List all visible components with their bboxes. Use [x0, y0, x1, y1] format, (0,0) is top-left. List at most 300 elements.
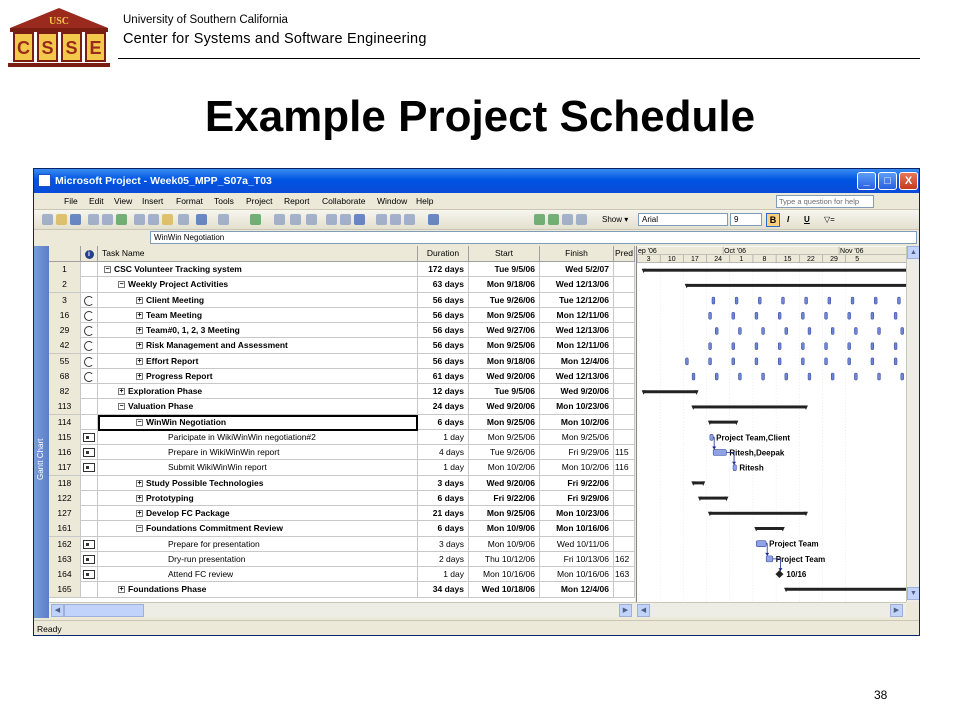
- assign-resources-icon[interactable]: [354, 214, 365, 225]
- task-id[interactable]: 29: [49, 323, 81, 338]
- task-finish[interactable]: Fri 10/13/06: [540, 552, 614, 567]
- expand-toggle[interactable]: +: [137, 342, 142, 350]
- task-id[interactable]: 55: [49, 354, 81, 369]
- task-duration[interactable]: 56 days: [418, 338, 469, 353]
- task-id[interactable]: 113: [49, 399, 81, 414]
- task-name-cell[interactable]: [98, 262, 418, 277]
- task-predecessors[interactable]: 115: [614, 445, 635, 460]
- task-predecessors[interactable]: [614, 415, 635, 430]
- unlink-tasks-icon[interactable]: [290, 214, 301, 225]
- task-duration[interactable]: 12 days: [418, 384, 469, 399]
- task-duration[interactable]: 24 days: [418, 399, 469, 414]
- task-finish[interactable]: Tue 12/12/06: [540, 293, 614, 308]
- entry-field[interactable]: WinWin Negotiation: [150, 231, 917, 244]
- table-scroll-thumb[interactable]: [64, 604, 144, 617]
- recurring-occurrence: [692, 373, 695, 380]
- cut-icon[interactable]: [134, 214, 145, 225]
- task-row[interactable]: [49, 537, 635, 552]
- task-predecessors[interactable]: [614, 338, 635, 353]
- task-start[interactable]: Mon 9/25/06: [469, 308, 540, 323]
- table-scroll-left-button[interactable]: ◀: [51, 604, 64, 617]
- indent-icon[interactable]: [548, 214, 559, 225]
- horizontal-scrollbar[interactable]: [49, 602, 906, 617]
- collapse-toggle[interactable]: −: [105, 266, 110, 273]
- task-start[interactable]: Tue 9/5/06: [469, 384, 540, 399]
- task-id[interactable]: 114: [49, 415, 81, 430]
- expand-toggle[interactable]: +: [119, 388, 124, 395]
- task-predecessors[interactable]: [614, 582, 635, 597]
- task-id[interactable]: 3: [49, 293, 81, 308]
- italic-button[interactable]: I: [787, 215, 790, 224]
- task-id[interactable]: 162: [49, 537, 81, 552]
- spelling-icon[interactable]: [116, 214, 127, 225]
- info-icon: i: [85, 250, 94, 259]
- collapse-toggle[interactable]: −: [119, 281, 124, 289]
- task-finish[interactable]: Mon 10/23/06: [540, 506, 614, 521]
- task-name-cell[interactable]: [98, 399, 418, 414]
- task-predecessors[interactable]: 116: [614, 460, 635, 475]
- task-table: [49, 246, 635, 602]
- timescale-major-band: [637, 247, 906, 255]
- task-name: Risk Management and Assessment: [146, 340, 288, 351]
- task-name-cell[interactable]: [98, 460, 418, 475]
- task-name-cell[interactable]: [98, 323, 418, 338]
- redo-icon[interactable]: [218, 214, 229, 225]
- task-duration[interactable]: 6 days: [418, 521, 469, 536]
- recurring-occurrence: [778, 358, 781, 365]
- task-id[interactable]: 116: [49, 445, 81, 460]
- task-row[interactable]: [49, 506, 635, 521]
- task-finish[interactable]: Mon 10/23/06: [540, 399, 614, 414]
- summary-bar: [756, 527, 783, 530]
- task-finish[interactable]: Fri 9/29/06: [540, 491, 614, 506]
- task-finish[interactable]: Mon 12/11/06: [540, 308, 614, 323]
- show-subtasks-icon[interactable]: [562, 214, 573, 225]
- split-task-icon[interactable]: [306, 214, 317, 225]
- resource-label: Ritesh,Deepak: [729, 448, 785, 458]
- task-predecessors[interactable]: [614, 308, 635, 323]
- usc-csse-logo: [6, 6, 112, 70]
- expand-toggle[interactable]: +: [137, 510, 142, 517]
- expand-toggle[interactable]: +: [137, 479, 142, 487]
- zoom-out-icon[interactable]: [390, 214, 401, 225]
- menu-file[interactable]: File: [64, 196, 78, 206]
- recurring-occurrence: [778, 343, 781, 350]
- menu-insert[interactable]: Insert: [142, 196, 164, 206]
- task-id[interactable]: 122: [49, 491, 81, 506]
- task-duration[interactable]: 1 day: [418, 567, 469, 582]
- print-preview-icon[interactable]: [102, 214, 113, 225]
- task-id[interactable]: 68: [49, 369, 81, 384]
- recurring-occurrence: [738, 327, 741, 334]
- task-row[interactable]: [49, 277, 635, 292]
- task-info-icon[interactable]: [326, 214, 337, 225]
- app-icon[interactable]: [38, 174, 51, 187]
- recurring-occurrence: [898, 297, 901, 304]
- task-duration[interactable]: 56 days: [418, 354, 469, 369]
- task-id[interactable]: 1: [49, 262, 81, 277]
- outdent-icon[interactable]: [534, 214, 545, 225]
- menu-collaborate[interactable]: Collaborate: [322, 196, 366, 206]
- task-name-cell[interactable]: [98, 521, 418, 536]
- task-name: Progress Report: [146, 370, 213, 381]
- font-select[interactable]: Arial: [638, 213, 728, 226]
- task-name: CSC Volunteer Tracking system: [114, 264, 242, 274]
- task-note-icon[interactable]: [83, 463, 95, 472]
- task-note-icon[interactable]: [83, 570, 95, 579]
- header-finish[interactable]: Finish: [540, 246, 614, 262]
- collapse-toggle[interactable]: −: [119, 403, 124, 411]
- task-name: Dry-run presentation: [168, 553, 246, 564]
- task-note-icon[interactable]: [83, 433, 95, 442]
- task-duration[interactable]: 172 days: [418, 262, 469, 277]
- task-start[interactable]: Wed 9/20/06: [469, 399, 540, 414]
- task-predecessors[interactable]: [614, 537, 635, 552]
- format-painter-icon[interactable]: [178, 214, 189, 225]
- task-predecessors[interactable]: [614, 262, 635, 277]
- task-bar: [733, 465, 736, 471]
- collapse-toggle[interactable]: −: [137, 525, 142, 533]
- task-predecessors[interactable]: [614, 293, 635, 308]
- task-start[interactable]: Wed 9/20/06: [469, 476, 540, 491]
- header-predecessors[interactable]: Pred: [614, 246, 635, 262]
- task-note-icon[interactable]: [83, 448, 95, 457]
- task-note-icon[interactable]: [83, 540, 95, 549]
- task-predecessors[interactable]: [614, 323, 635, 338]
- new-icon[interactable]: [42, 214, 53, 225]
- table-scroll-right-button[interactable]: ▶: [619, 604, 632, 617]
- menu-window[interactable]: Window: [377, 196, 408, 206]
- recurring-occurrence: [785, 327, 788, 334]
- header-start[interactable]: Start: [469, 246, 540, 262]
- task-start[interactable]: Mon 9/25/06: [469, 430, 540, 445]
- task-indicator: [81, 338, 98, 353]
- task-name: Paricipate in WikiWinWin negotiation#2: [168, 431, 316, 442]
- task-row[interactable]: [49, 582, 635, 597]
- task-duration[interactable]: 34 days: [418, 582, 469, 597]
- hyperlink-icon[interactable]: [250, 214, 261, 225]
- task-name-cell[interactable]: [98, 308, 418, 323]
- task-name-cell[interactable]: [98, 354, 418, 369]
- task-finish[interactable]: Mon 9/25/06: [540, 430, 614, 445]
- task-name-cell[interactable]: [98, 430, 418, 445]
- selected-cell[interactable]: [98, 415, 418, 431]
- task-name-cell[interactable]: [98, 277, 418, 292]
- zoom-in-icon[interactable]: [376, 214, 387, 225]
- summary-bar: [710, 512, 806, 515]
- task-row[interactable]: [49, 445, 635, 460]
- task-name: Develop FC Package: [146, 508, 230, 518]
- link-tasks-icon[interactable]: [274, 214, 285, 225]
- task-row[interactable]: [49, 430, 635, 445]
- collapse-toggle[interactable]: −: [137, 418, 142, 426]
- scroll-down-button[interactable]: ▼: [907, 587, 920, 600]
- week-label: 15: [783, 256, 792, 264]
- show-dropdown[interactable]: Show ▾: [602, 215, 629, 224]
- task-row[interactable]: [49, 369, 635, 384]
- task-id[interactable]: 161: [49, 521, 81, 536]
- chart-scroll-left-button[interactable]: ◀: [637, 604, 650, 617]
- menu-report[interactable]: Report: [284, 196, 310, 206]
- task-row[interactable]: [49, 354, 635, 369]
- header-id[interactable]: [49, 246, 81, 262]
- task-row[interactable]: [49, 521, 635, 536]
- save-icon[interactable]: [70, 214, 81, 225]
- task-predecessors[interactable]: [614, 521, 635, 536]
- task-row[interactable]: [49, 491, 635, 506]
- task-predecessors[interactable]: [614, 399, 635, 414]
- task-id[interactable]: 165: [49, 582, 81, 597]
- minimize-button[interactable]: _: [857, 172, 876, 190]
- menu-view[interactable]: View: [114, 196, 133, 206]
- task-finish[interactable]: Mon 12/11/06: [540, 338, 614, 353]
- chart-scroll-right-button[interactable]: ▶: [890, 604, 903, 617]
- task-notes-icon[interactable]: [340, 214, 351, 225]
- menu-edit[interactable]: Edit: [89, 196, 104, 206]
- task-name-cell[interactable]: [98, 582, 418, 597]
- task-row[interactable]: [49, 399, 635, 414]
- task-predecessors[interactable]: [614, 354, 635, 369]
- task-duration[interactable]: 3 days: [418, 476, 469, 491]
- task-duration[interactable]: 21 days: [418, 506, 469, 521]
- task-duration[interactable]: 56 days: [418, 308, 469, 323]
- task-row[interactable]: [49, 567, 635, 582]
- task-name-cell[interactable]: [98, 567, 418, 582]
- task-indicator: [81, 552, 98, 567]
- task-predecessors[interactable]: [614, 506, 635, 521]
- task-finish[interactable]: Mon 10/16/06: [540, 521, 614, 536]
- bold-button[interactable]: B: [766, 213, 780, 227]
- recurring-occurrence: [712, 297, 715, 304]
- summary-bar: [644, 390, 697, 393]
- task-start[interactable]: Wed 9/27/06: [469, 323, 540, 338]
- task-id[interactable]: 2: [49, 277, 81, 292]
- close-button[interactable]: X: [899, 172, 918, 190]
- task-name-cell[interactable]: [98, 552, 418, 567]
- task-row[interactable]: [49, 262, 635, 277]
- task-id[interactable]: 42: [49, 338, 81, 353]
- expand-toggle[interactable]: +: [137, 372, 142, 380]
- week-label: 24: [714, 256, 723, 264]
- task-duration[interactable]: 6 days: [418, 491, 469, 506]
- task-id[interactable]: 118: [49, 476, 81, 491]
- recurring-occurrence: [825, 312, 828, 319]
- task-finish[interactable]: Mon 12/4/06: [540, 354, 614, 369]
- task-start[interactable]: Mon 10/2/06: [469, 460, 540, 475]
- recurring-occurrence: [871, 312, 874, 319]
- help-icon[interactable]: [428, 214, 439, 225]
- task-row[interactable]: [49, 476, 635, 491]
- milestone-marker: [775, 570, 783, 578]
- task-indicator: [81, 567, 98, 582]
- task-start[interactable]: Mon 9/18/06: [469, 354, 540, 369]
- task-finish[interactable]: Fri 9/29/06: [540, 445, 614, 460]
- task-start[interactable]: Mon 10/9/06: [469, 537, 540, 552]
- task-indicator: [81, 308, 98, 323]
- task-start[interactable]: Wed 10/18/06: [469, 582, 540, 597]
- task-id[interactable]: 115: [49, 430, 81, 445]
- recurring-occurrence: [778, 312, 781, 319]
- task-predecessors[interactable]: 162: [614, 552, 635, 567]
- expand-toggle[interactable]: +: [137, 357, 142, 365]
- menu-bar: [34, 193, 919, 210]
- week-label: 8: [762, 256, 767, 264]
- expand-toggle[interactable]: +: [137, 494, 142, 502]
- copy-icon[interactable]: [148, 214, 159, 225]
- menu-format[interactable]: Format: [176, 196, 203, 206]
- expand-toggle[interactable]: +: [119, 586, 124, 594]
- task-start[interactable]: Tue 9/5/06: [469, 262, 540, 277]
- task-id[interactable]: 117: [49, 460, 81, 475]
- task-duration[interactable]: 2 days: [418, 552, 469, 567]
- task-duration[interactable]: 61 days: [418, 369, 469, 384]
- task-predecessors[interactable]: 163: [614, 567, 635, 582]
- task-row[interactable]: [49, 308, 635, 323]
- task-start[interactable]: Mon 10/16/06: [469, 567, 540, 582]
- task-start[interactable]: Fri 9/22/06: [469, 491, 540, 506]
- task-name-cell[interactable]: [98, 369, 418, 384]
- task-note-icon[interactable]: [83, 555, 95, 564]
- task-row[interactable]: [49, 293, 635, 308]
- task-duration[interactable]: 63 days: [418, 277, 469, 292]
- task-start[interactable]: Mon 9/25/06: [469, 415, 540, 430]
- task-predecessors[interactable]: [614, 384, 635, 399]
- task-bar: [756, 541, 766, 547]
- paste-icon[interactable]: [162, 214, 173, 225]
- task-name-cell[interactable]: [98, 537, 418, 552]
- task-finish[interactable]: Wed 9/20/06: [540, 384, 614, 399]
- task-start[interactable]: Mon 9/25/06: [469, 506, 540, 521]
- task-finish[interactable]: Wed 12/13/06: [540, 277, 614, 292]
- task-duration[interactable]: 1 day: [418, 430, 469, 445]
- task-duration[interactable]: 4 days: [418, 445, 469, 460]
- menu-tools[interactable]: Tools: [214, 196, 234, 206]
- task-name: Prototyping: [146, 492, 194, 503]
- task-id[interactable]: 163: [49, 552, 81, 567]
- expand-toggle[interactable]: +: [137, 296, 142, 304]
- recurring-occurrence: [801, 312, 804, 319]
- task-name: Prepare in WikiWinWin report: [168, 447, 280, 457]
- task-duration[interactable]: 56 days: [418, 323, 469, 338]
- recurring-occurrence: [878, 327, 881, 334]
- task-start[interactable]: Mon 9/18/06: [469, 277, 540, 292]
- scroll-up-button[interactable]: ▲: [907, 246, 920, 259]
- open-icon[interactable]: [56, 214, 67, 225]
- maximize-button[interactable]: □: [878, 172, 897, 190]
- recurring-occurrence: [755, 312, 758, 319]
- task-name: Attend FC review: [168, 569, 234, 579]
- task-row[interactable]: [49, 384, 635, 399]
- task-row[interactable]: [49, 323, 635, 338]
- recurring-occurrence: [732, 312, 735, 319]
- task-duration[interactable]: 3 days: [418, 537, 469, 552]
- task-bar: [766, 556, 773, 562]
- task-duration[interactable]: 1 day: [418, 460, 469, 475]
- print-icon[interactable]: [88, 214, 99, 225]
- task-duration[interactable]: 6 days: [418, 415, 469, 430]
- font-size-select[interactable]: 9: [730, 213, 762, 226]
- week-label: 22: [806, 256, 815, 264]
- task-row[interactable]: [49, 552, 635, 567]
- task-finish[interactable]: Mon 10/2/06: [540, 415, 614, 430]
- task-start[interactable]: Mon 9/25/06: [469, 338, 540, 353]
- task-finish[interactable]: Mon 12/4/06: [540, 582, 614, 597]
- task-name: WinWin Negotiation: [146, 416, 227, 427]
- task-name-cell[interactable]: [98, 384, 418, 399]
- week-label: 3: [646, 256, 651, 264]
- task-predecessors[interactable]: [614, 369, 635, 384]
- header-duration[interactable]: Duration: [418, 246, 469, 262]
- menu-help[interactable]: Help: [416, 196, 434, 206]
- task-finish[interactable]: Wed 12/13/06: [540, 369, 614, 384]
- task-start[interactable]: Wed 9/20/06: [469, 369, 540, 384]
- task-name-cell[interactable]: [98, 338, 418, 353]
- task-predecessors[interactable]: [614, 277, 635, 292]
- gantt-chart[interactable]: [636, 246, 906, 602]
- task-finish[interactable]: Mon 10/2/06: [540, 460, 614, 475]
- vertical-scrollbar[interactable]: [906, 246, 920, 602]
- task-row[interactable]: [49, 460, 635, 475]
- underline-button[interactable]: U: [804, 215, 810, 224]
- recurring-occurrence: [801, 343, 804, 350]
- help-search-input[interactable]: Type a question for help: [776, 195, 874, 208]
- expand-toggle[interactable]: +: [137, 327, 142, 334]
- timescale-minor-band: [637, 255, 906, 263]
- task-start[interactable]: Mon 10/9/06: [469, 521, 540, 536]
- task-indicator: [81, 369, 98, 384]
- hide-subtasks-icon[interactable]: [576, 214, 587, 225]
- task-id[interactable]: 164: [49, 567, 81, 582]
- expand-toggle[interactable]: +: [137, 311, 142, 319]
- task-id[interactable]: 82: [49, 384, 81, 399]
- window-title-bar[interactable]: [34, 169, 919, 193]
- task-id[interactable]: 16: [49, 308, 81, 323]
- undo-icon[interactable]: [196, 214, 207, 225]
- task-finish[interactable]: Wed 10/11/06: [540, 537, 614, 552]
- recurring-occurrence: [805, 297, 808, 304]
- task-start[interactable]: Tue 9/26/06: [469, 293, 540, 308]
- recurring-occurrence: [762, 327, 765, 334]
- resource-label: 10/16: [786, 570, 807, 580]
- task-duration[interactable]: 56 days: [418, 293, 469, 308]
- task-finish[interactable]: Mon 10/16/06: [540, 567, 614, 582]
- task-predecessors[interactable]: [614, 430, 635, 445]
- task-start[interactable]: Thu 10/12/06: [469, 552, 540, 567]
- task-start[interactable]: Tue 9/26/06: [469, 445, 540, 460]
- toolbar: [34, 210, 919, 230]
- task-predecessors[interactable]: [614, 491, 635, 506]
- menu-project[interactable]: Project: [246, 196, 273, 206]
- task-name-cell[interactable]: [98, 476, 418, 491]
- scroll-to-task-icon[interactable]: [404, 214, 415, 225]
- task-row[interactable]: [49, 338, 635, 353]
- header-indicators[interactable]: [81, 246, 98, 262]
- entry-bar: [34, 231, 919, 245]
- ms-project-window: [33, 168, 920, 636]
- view-bar[interactable]: [34, 246, 49, 618]
- task-name-cell[interactable]: [98, 491, 418, 506]
- task-predecessors[interactable]: [614, 476, 635, 491]
- task-name-cell[interactable]: [98, 506, 418, 521]
- task-finish[interactable]: Wed 5/2/07: [540, 262, 614, 277]
- task-name-cell[interactable]: [98, 293, 418, 308]
- task-finish[interactable]: Fri 9/22/06: [540, 476, 614, 491]
- header-task-name[interactable]: Task Name: [98, 246, 418, 262]
- task-finish[interactable]: Wed 12/13/06: [540, 323, 614, 338]
- task-id[interactable]: 127: [49, 506, 81, 521]
- filter-button[interactable]: ▽=: [824, 215, 835, 224]
- task-name-cell[interactable]: [98, 445, 418, 460]
